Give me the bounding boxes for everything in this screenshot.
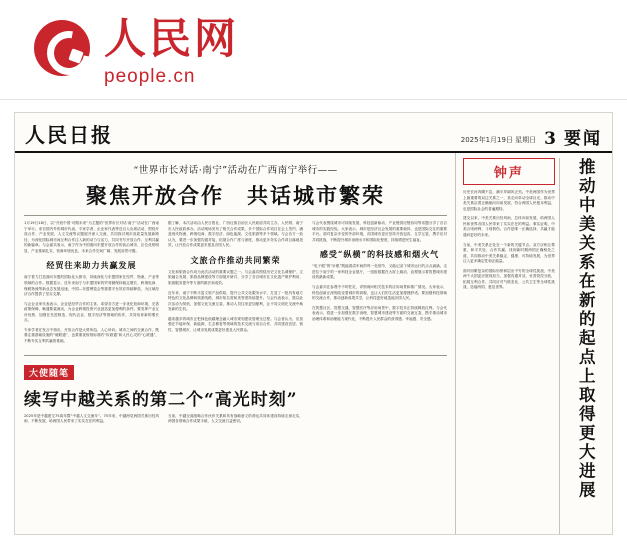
paragraph: 在智慧社区、智慧交通、智慧医疗等应用场景中，数字技术正持续释放红利。与会代表表示，将进一步加强在数字治理、智慧城市建设等方面的交流互鉴，携手推动城市治理体系和治理能力现代化，不断提升人民群众的获得感、幸福感、安全感。 bbox=[312, 305, 447, 321]
lead-columns bbox=[24, 221, 447, 349]
feature-columns bbox=[24, 414, 447, 429]
feature-tag-badge: 大使随笔 bbox=[24, 365, 74, 380]
divider bbox=[24, 215, 447, 216]
brand-name-cn: 人民网 bbox=[104, 14, 240, 63]
sub-article-3-subhead: 感受“纵横”的科技感和烟火气 bbox=[319, 249, 440, 260]
lead-column-3 bbox=[312, 221, 447, 349]
feature-article[interactable] bbox=[24, 355, 447, 429]
site-brand-bar bbox=[0, 0, 627, 100]
lead-headline: 聚焦开放合作 共话城市繁荣 bbox=[86, 183, 385, 208]
paragraph: 与会代表围绕城市可持续发展、科技创新驱动、产业链供应链协同等话题分享了各自城市的实践经验。大家表示，城市是经济社会发展的重要载体，也是国际交往的重要平台。面对复杂多变的外部环境，各国城市更应坚持开放包容、互学互鉴，携手应对共同挑战，不断提升城市治理水平和国际化程度，持续增进民生福祉。 bbox=[312, 221, 447, 242]
lead-column-2 bbox=[168, 221, 303, 349]
page-number: 3 bbox=[544, 129, 556, 149]
bell-column-header bbox=[463, 158, 555, 185]
paragraph: 据了解，本次活动由人民日报社、广西壮族自治区人民政府共同主办，人民网、南宁市人民政府承办。活动现场发布了相关合作成果，多个国际合作项目在会上签约，涵盖现代物流、跨境电商、数字经济、绿色能源、文化旅游等多个领域。与会各方一致认为，要进一步加强沟通对接，拓展合作广度与深度，推动更多务实合作项目落地见效，让开放合作成果更多惠及各国人民。 bbox=[168, 221, 303, 248]
lead-kicker: “世界市长对话·南宁”活动在广西南宁举行—— bbox=[133, 165, 338, 176]
newspaper-page-image[interactable] bbox=[14, 112, 613, 535]
sub-article-1-subhead: 经贸往来助力共赢发展 bbox=[46, 260, 137, 271]
sub-article-2-subhead: 文旅合作推动共同繁荣 bbox=[190, 254, 281, 265]
right-opinion-zone bbox=[456, 153, 612, 535]
paragraph: 专家学者在发言中指出，开放合作是大势所趋、人心所向。城市之间的交流合作，既要注重基础设施的“硬联通”，也要重视规则标准的“软联通”和人民心灵的“心联通”，不断夯实互利共赢的基础。 bbox=[24, 327, 159, 343]
paragraph: 当前，中越全面战略合作伙伴关系和具有战略意义的命运共同体建设持续走深走实，两国各领域合作成果丰硕，人文交流日益密切。 bbox=[168, 413, 303, 424]
masthead-meta bbox=[461, 131, 602, 148]
paragraph: 越来越多的城市正把绿色低碳理念融入城市规划建设管理全过程。与会者认为，应加强在节能环保、新能源、生态修复等领域的技术交流与项目合作，共同建设宜居、韧性、智慧城市，让城市发展成果更好惠及人民群众。 bbox=[168, 316, 303, 332]
bell-column-vertical-headline: 推动中美关系在新的起点上取得更大进展 bbox=[576, 158, 596, 500]
newspaper-title: 人民日报 bbox=[25, 123, 113, 147]
paragraph: 文化和旅游合作成为此次活动的重要议题之一。与会嘉宾围绕历史文化名城保护、文旅融合发展、旅游品牌建设等方面展开研讨，分享了各自城市在文化遗产保护利用、旅游服务提升等方面的做法和成效。 bbox=[168, 269, 303, 285]
paragraph: 近年来，南宁不断丰富文旅产品供给，提升公共文化服务水平，打造了一批具有地方特色的文化品牌和旅游线路，城市知名度和美誉度持续提升。与会代表表示，愿以此次活动为契机，加强文化交流互鉴，推动人员往来更加便利，让不同文明在交流中焕发新的生机。 bbox=[168, 290, 303, 312]
vertical-title-wrap bbox=[559, 158, 605, 535]
feature-title: 续写中越关系的第二个“高光时刻” bbox=[24, 389, 298, 410]
feature-column-2 bbox=[168, 414, 303, 429]
brand-wordmark[interactable] bbox=[104, 14, 240, 87]
paragraph: 与会企业家代表表示，企业是经贸合作的主体，希望各方进一步优化营商环境，完善政策保障，畅通要素流动，为企业跨境投资兴业创造更加便利的条件。要发挥产业互补优势，加强在先进制造、现代农业、数字经济等领域的协作，共同培育新的增长点。 bbox=[24, 301, 159, 323]
paragraph: 历史长河奔腾不息，潮平岸阔风正劲。中美两国作为世界上最重要的双边关系之一，其走向牵动全球目光。推动中美关系沿着正确航向向前发展，符合两国人民根本利益，也是国际社会的普遍期待。 bbox=[463, 190, 555, 211]
lead-column-1 bbox=[24, 221, 159, 349]
paragraph: 1月19日18日，以“开放中国·可期未来”为主题的“世界市长对话·南宁”活动在广西南宁举行。来自国内外的城市代表、专家学者、企业家代表等近百人出席活动，围绕开放合作、产业发展、人文交流等议题展开深入交流，共同探讨城市高质量发展新路径，为深化国际城市间互利合作注入新的动力与活力，共同书写开放合作、互利共赢的新篇章。与会嘉宾表示，南宁作为中国面向东盟开放合作的前沿城市，区位优势明显、产业基础扎实、营商环境优良，未来合作空间广阔、发展前景可期。 bbox=[24, 221, 159, 253]
left-article-zone bbox=[15, 153, 456, 535]
paragraph: 南宁着力打造面向东盟的国际化大都市，持续深化与东盟国家在经贸、物流、产业等领域的合作。数据显示，近年来南宁与东盟国家的贸易额保持稳定增长，跨境电商、保税物流等新业态发展迅速，中国—东盟博览会等重要平台效应持续释放，为区域经济合作提供了坚实支撑。 bbox=[24, 275, 159, 297]
newspaper-body bbox=[15, 153, 612, 535]
paragraph: 建交以来，中美关系历经风雨，总体向前发展，给两国人民和世界各国人民带来了实实在在的利益。事实证明，中美合则两利、斗则俱伤。合作是唯一正确选择，共赢才能通向更好的未来。 bbox=[463, 216, 555, 237]
paragraph: 与会嘉宾在参观中不时驻足，详细询问相关技术的应用场景和推广情况。大家表示，科技创新正深刻改变着城市的面貌，也让人们的生活更加便捷舒适。要加强科技领域的交流合作，推动创新成果共享，让科技更好地造福各国人民。 bbox=[312, 284, 447, 301]
newspaper-masthead bbox=[15, 113, 612, 153]
feature-column-1 bbox=[24, 414, 159, 429]
paragraph: 当前，中美关系正处在一个新的关键节点。双方应相互尊重、和平共处、合作共赢，找到新时期两国正确相处之道，共同推动中美关系稳定、健康、可持续发展，为世界注入更多确定性和正能量。 bbox=[463, 242, 555, 264]
publication-date: 2025年1月19日 星期日 bbox=[460, 136, 537, 144]
paragraph: “电子眼”的“针眼”既能看清车间的每一处细节，又能记录下城市运行的点点滴滴。走进位于南宁的一家科技企业展厅，一组组数据在大屏上跳动，直观展示着智慧城市建设的最新成果。 bbox=[312, 264, 447, 280]
section-name: 要闻 bbox=[564, 129, 602, 149]
feature-column-3 bbox=[312, 414, 447, 429]
bell-column-title: 钟声 bbox=[493, 166, 524, 181]
paragraph: 面对纷繁复杂的国际形势和层出不穷的全球性挑战，中美两个大国更应展现担当，加强沟通对话，妥善管控分歧，拓展互利合作，共同应对气候变化、公共卫生等全球性挑战，造福两国、惠及世界。 bbox=[463, 268, 555, 290]
paragraph: 2025年是中越建交75周年暨“中越人文交流年”。75年来，中越两党两国关系历经风雨、不断发展，给两国人民带来了实实在在的利益。 bbox=[24, 413, 159, 424]
people-cn-circle-logo-icon[interactable] bbox=[34, 20, 90, 76]
bell-column-text bbox=[463, 158, 559, 535]
brand-name-en: people.cn bbox=[104, 66, 196, 87]
